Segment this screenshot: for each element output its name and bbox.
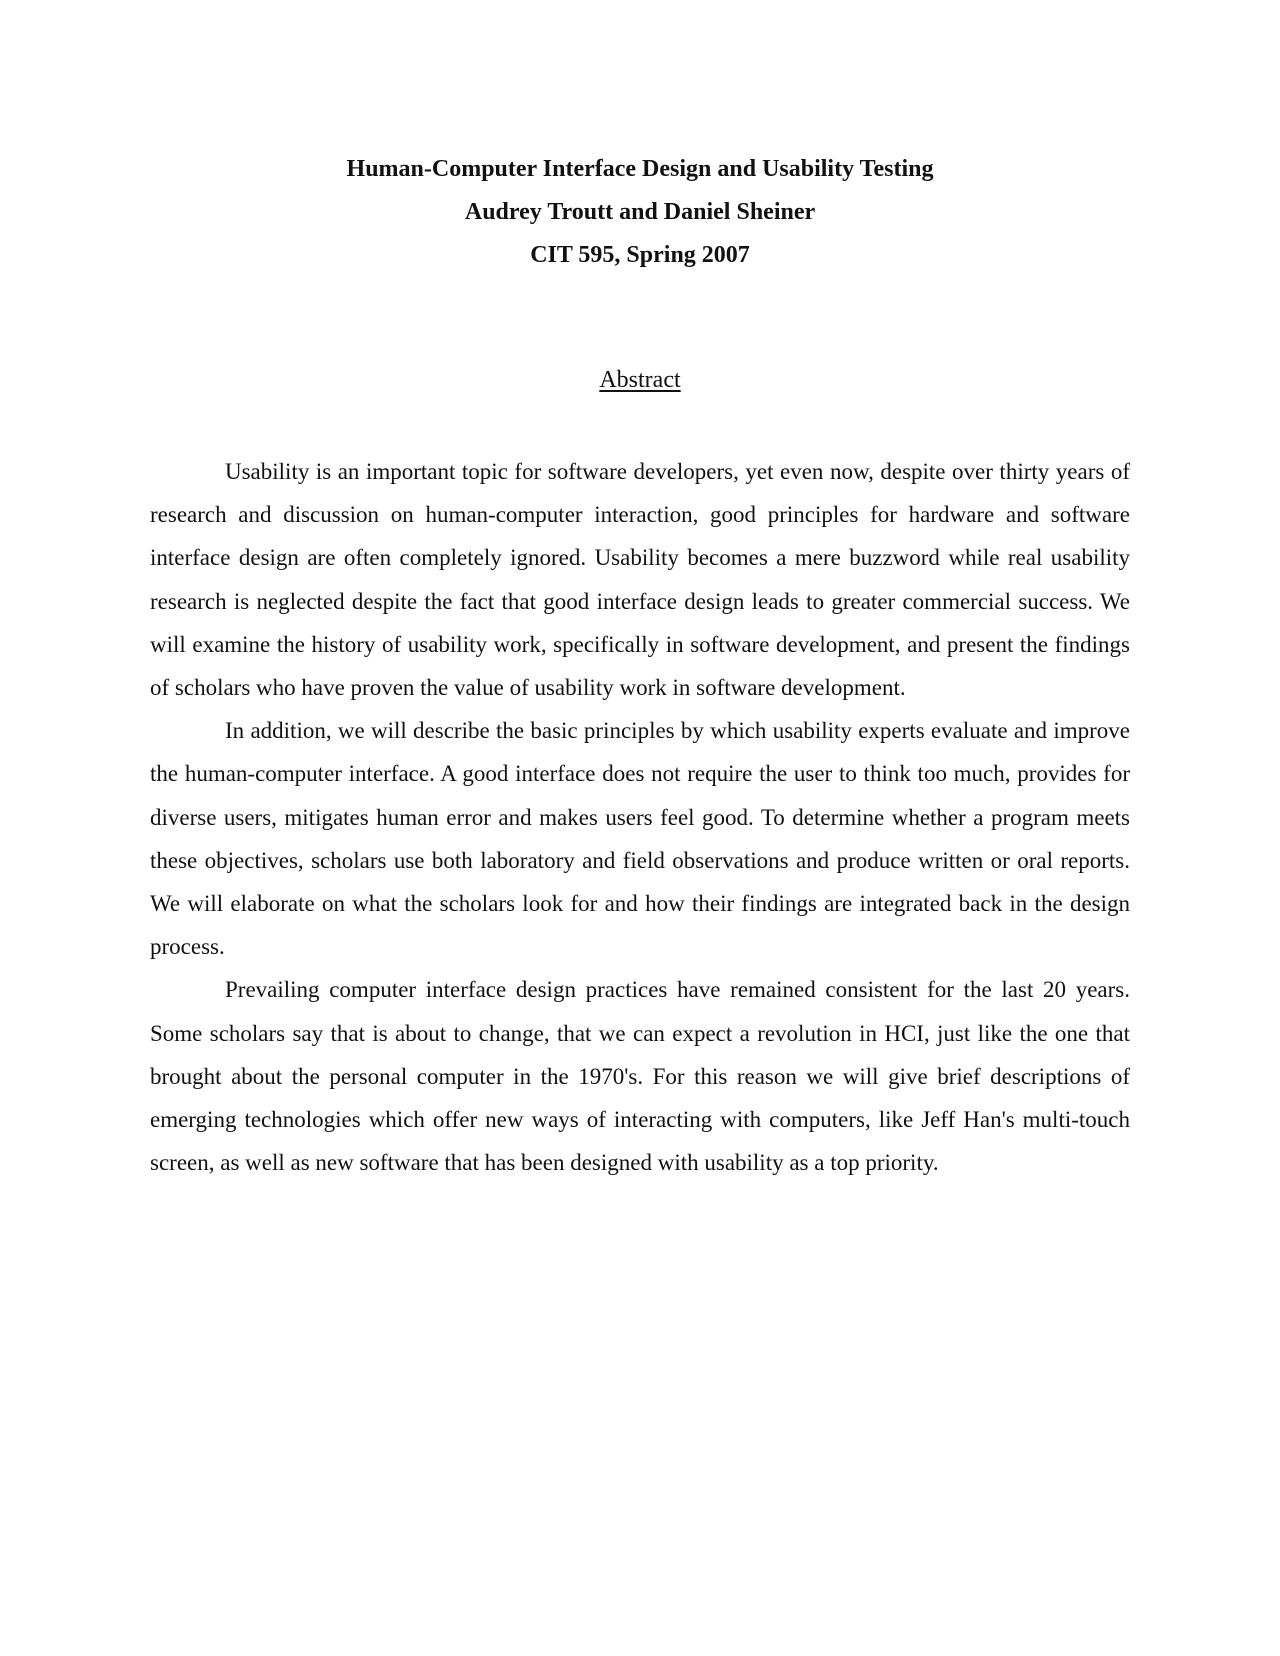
abstract-body [150, 450, 1130, 1184]
paper-course: CIT 595, Spring 2007 [530, 242, 750, 268]
paper-title: Human-Computer Interface Design and Usability Testing [346, 156, 934, 182]
abstract-paragraph-2: In addition, we will describe the basic principles by which usability experts evaluate and improve the human-computer interface. A good interface does not require the user to think too much, provides for diverse users, mitigates human error and makes users feel good. To determine whether a program meets these objectives, scholars use both laboratory and field observations and produce written or oral reports. We will elaborate on what the scholars look for and how their findings are integrated back in the design process. [150, 718, 1130, 960]
paper-authors: Audrey Troutt and Daniel Sheiner [464, 199, 816, 225]
title-block [0, 148, 1280, 277]
abstract-paragraph-3: Prevailing computer interface design practices have remained consistent for the last 20 years. Some scholars say that is about to change, that we can expect a revolution in HCI, just like the one that brought about the personal computer in the 1970's. For this reason we will give brief descriptions of emerging technologies which offer new ways of interacting with computers, like Jeff Han's multi-touch screen, as well as new software that has been designed with usability as a top priority. [150, 977, 1130, 1176]
abstract-paragraph-1: Usability is an important topic for software developers, yet even now, despite over thirty years of research and discussion on human-computer interaction, good principles for hardware and software interface design are often completely ignored. Usability becomes a mere buzzword while real usability research is neglected despite the fact that good interface design leads to greater commercial success. We will examine the history of usability work, specifically in software development, and present the findings of scholars who have proven the value of usability work in software development. [150, 459, 1130, 701]
abstract-heading: Abstract [599, 367, 681, 393]
